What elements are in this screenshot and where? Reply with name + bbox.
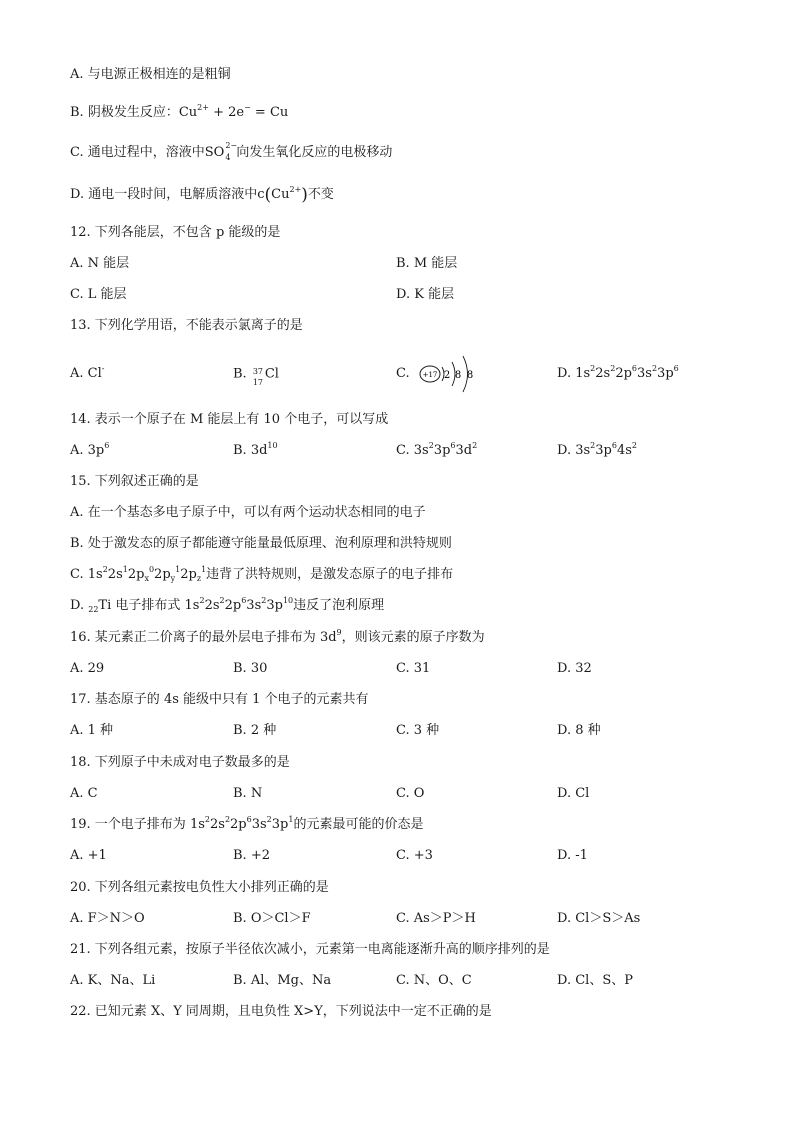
q13-option-d-1s-count: 2 (590, 364, 596, 373)
q17-option-d: D. 8 种 (557, 723, 601, 738)
q14-option-d-3s-count: 2 (590, 441, 596, 450)
q14-option-b-count: 10 (267, 441, 278, 450)
q11-option-c-label: C. 通电过程中，溶液中 (70, 145, 205, 160)
q21-option-a: A. K、Na、Li (70, 973, 156, 988)
q19-option-d: D. -1 (557, 848, 588, 863)
q11-option-b-product: = Cu (250, 105, 289, 120)
q14-option-c (396, 442, 477, 460)
q16-option-a: A. 29 (70, 661, 105, 676)
q13-option-d-3s-count: 2 (651, 364, 658, 373)
q20-option-a: A. F＞N＞O (70, 911, 145, 926)
q11-option-d-paren-open: ( (264, 185, 272, 205)
q11-option-c-text: 向发生氧化反应的电极移动 (236, 145, 393, 160)
q13-stem: 13. 下列化学用语，不能表示氯离子的是 (70, 318, 303, 333)
q14-option-d-3p-count: 6 (611, 441, 617, 450)
q17-option-a: A. 1 种 (70, 723, 114, 738)
shell-1-electrons: 2 (443, 370, 451, 381)
q13-option-b-label: B. (233, 366, 247, 382)
q11-option-d (70, 186, 334, 204)
q14-option-c-3s-count: 2 (428, 441, 434, 450)
q12-option-b: B. M 能层 (396, 256, 458, 271)
q18-stem: 18. 下列原子中未成对电子数最多的是 (70, 755, 290, 770)
q18-option-c: C. O (396, 786, 425, 801)
q14-option-c-3d: 3d (455, 443, 473, 458)
q11-option-b-charge: 2+ (197, 103, 209, 112)
q20-stem: 20. 下列各组元素按电负性大小排列正确的是 (70, 880, 329, 895)
q11-option-c-sulfate (204, 141, 238, 162)
q11-option-d-c: c (257, 187, 265, 202)
q12-option-c: C. L 能层 (70, 287, 127, 302)
q13-option-d-label: D. 1s (557, 366, 591, 381)
q17-option-c: C. 3 种 (396, 723, 440, 738)
q11-option-c-sulfate-formula: SO (204, 145, 225, 160)
q16-option-b: B. 30 (233, 661, 268, 676)
q11-option-c-sulfate-charge: 2− (225, 141, 238, 150)
q17-stem: 17. 基态原子的 4s 能级中只有 1 个电子的元素共有 (70, 692, 369, 707)
q11-option-d-text: 不变 (307, 187, 334, 202)
q14-option-c-3d-count: 2 (472, 441, 478, 450)
q13-option-b-symbol: Cl (264, 366, 279, 382)
q15-option-d-atomic-number: 22 (88, 605, 99, 614)
q19-option-c: C. +3 (396, 848, 433, 863)
q19-stem: 19. 一个电子排布为 $1s^22s^22p^63s^23p^1$的元素最可能的价态是 (70, 815, 424, 832)
shell-2-electrons: 8 (454, 370, 462, 381)
q13-option-d-2p-count: 6 (631, 364, 637, 373)
chloride-ion-structure-diagram (418, 350, 484, 398)
q16-option-c: C. 31 (396, 661, 431, 676)
q14-option-d-4s: 4s (616, 443, 632, 458)
q21-option-d: D. Cl、S、P (557, 973, 633, 988)
q20-option-d: D. Cl＞S＞As (557, 911, 641, 926)
q19-stem-post: 的元素最可能的价态是 (293, 817, 424, 832)
q14-option-d-4s-count: 2 (631, 441, 637, 450)
q14-option-a-count: 6 (104, 441, 110, 450)
q16-option-d: D. 32 (557, 661, 592, 676)
q15-option-c: C. $1s^22s^12p_x^02p_y^12p_z^1$违背了洪特规则，是激发态原子的电子排布 (70, 565, 454, 583)
q21-stem: 21. 下列各组元素，按原子半径依次减小，元素第一电离能逐渐升高的顺序排列的是 (70, 942, 550, 957)
q13-option-d-2p: 2p (615, 366, 632, 381)
q13-option-a-charge: - (101, 364, 105, 373)
q14-stem: 14. 表示一个原子在 M 能层上有 10 个电子，可以写成 (70, 412, 389, 427)
q15-option-c-text: 违背了洪特规则，是激发态原子的电子排布 (206, 567, 454, 582)
q20-option-b: B. O＞Cl＞F (233, 911, 311, 926)
q19-stem-pre: 19. 一个电子排布为 1s (70, 817, 205, 832)
q13-option-b (233, 365, 279, 387)
q22-stem: 22. 已知元素 X、Y 同周期，且电负性 X>Y，下列说法中一定不正确的是 (70, 1004, 492, 1019)
q11-option-b (70, 104, 288, 122)
q18-option-b: B. N (233, 786, 263, 801)
q14-option-d-3p: 3p (595, 443, 612, 458)
q19-option-a: A. +1 (70, 848, 107, 863)
q13-option-d-3s: 3s (637, 366, 652, 381)
q11-option-b-electron-charge: − (244, 103, 251, 112)
q14-option-a-text: A. 3p (70, 443, 105, 458)
q13-option-c (396, 365, 410, 383)
q15-stem: 15. 下列叙述正确的是 (70, 474, 199, 489)
q13-option-c-label: C. (396, 366, 410, 381)
q13-option-a (70, 365, 104, 383)
q16-stem-post: ，则该元素的原子序数为 (341, 630, 485, 645)
q15-option-d-label: D. (70, 598, 89, 613)
q13-option-b-mass-number: 37 (252, 367, 264, 376)
q14-option-c-3p-count: 6 (450, 441, 456, 450)
q21-option-b: B. Al、Mg、Na (233, 973, 332, 988)
q16-stem (70, 629, 485, 647)
q11-option-d-label: D. 通电一段时间，电解质溶液中 (70, 187, 258, 202)
shell-3-electrons: 8 (466, 370, 474, 381)
q15-option-c-label: C. 1s (70, 567, 103, 582)
q20-option-c: C. As＞P＞H (396, 911, 476, 926)
q11-option-b-label: B. 阴极发生反应： (70, 105, 179, 120)
q14-option-b-text: B. 3d (233, 443, 268, 458)
q11-option-d-paren-close: ) (301, 185, 308, 205)
q11-option-a: A. 与电源正极相连的是粗铜 (70, 67, 231, 82)
q15-option-a: A. 在一个基态多电子原子中，可以有两个运动状态相同的电子 (70, 505, 426, 520)
q12-option-d: D. K 能层 (396, 287, 455, 302)
q18-option-d: D. Cl (557, 786, 590, 801)
q17-option-b: B. 2 种 (233, 723, 277, 738)
q14-option-b (233, 442, 278, 460)
q15-option-d: D. $_{22}$Ti 电子排布式 $1s^22s^22p^63s^23p^{10}$违反了泡利原理 (70, 596, 385, 614)
q13-option-a-text: A. Cl (70, 366, 102, 381)
q14-option-d-text: D. 3s (557, 443, 591, 458)
q11-option-c (70, 141, 393, 162)
q11-option-b-cu: Cu (178, 105, 198, 120)
q16-stem-count: 9 (336, 628, 342, 637)
q15-option-b: B. 处于激发态的原子都能遵守能量最低原理、泡利原理和洪特规则 (70, 536, 452, 551)
q13-option-b-atomic-number: 17 (252, 378, 264, 387)
q11-option-d-cu-charge: 2+ (289, 185, 302, 194)
q14-option-c-text: C. 3s (396, 443, 429, 458)
q13-option-d-3p: 3p (657, 366, 674, 381)
q12-stem: 12. 下列各能层，不包含 p 能级的是 (70, 225, 281, 240)
q12-option-a: A. N 能层 (70, 256, 130, 271)
q13-option-d-2s-count: 2 (610, 364, 616, 373)
q14-option-a (70, 442, 109, 460)
q16-stem-pre: 16. 某元素正二价离子的最外层电子排布为 3d (70, 630, 337, 645)
q11-option-b-electron: + 2e (208, 105, 245, 120)
q13-option-d (557, 365, 679, 383)
q19-option-b: B. +2 (233, 848, 270, 863)
q11-option-c-sulfate-subscript: 4 (225, 153, 231, 162)
q14-option-d (557, 442, 637, 460)
nucleus-charge: +17 (422, 371, 438, 379)
q18-option-a: A. C (70, 786, 98, 801)
q11-option-d-cu: Cu (271, 187, 290, 202)
q13-option-b-isotope-numbers (251, 365, 265, 387)
q15-option-d-mid: Ti 电子排布式 1s (98, 598, 200, 613)
q21-option-c: C. N、O、C (396, 973, 472, 988)
q13-option-d-3p-count: 6 (673, 364, 679, 373)
q15-option-d-text: 违反了泡利原理 (293, 598, 385, 613)
q13-option-d-2s: 2s (595, 366, 611, 381)
q14-option-c-3p: 3p (433, 443, 451, 458)
